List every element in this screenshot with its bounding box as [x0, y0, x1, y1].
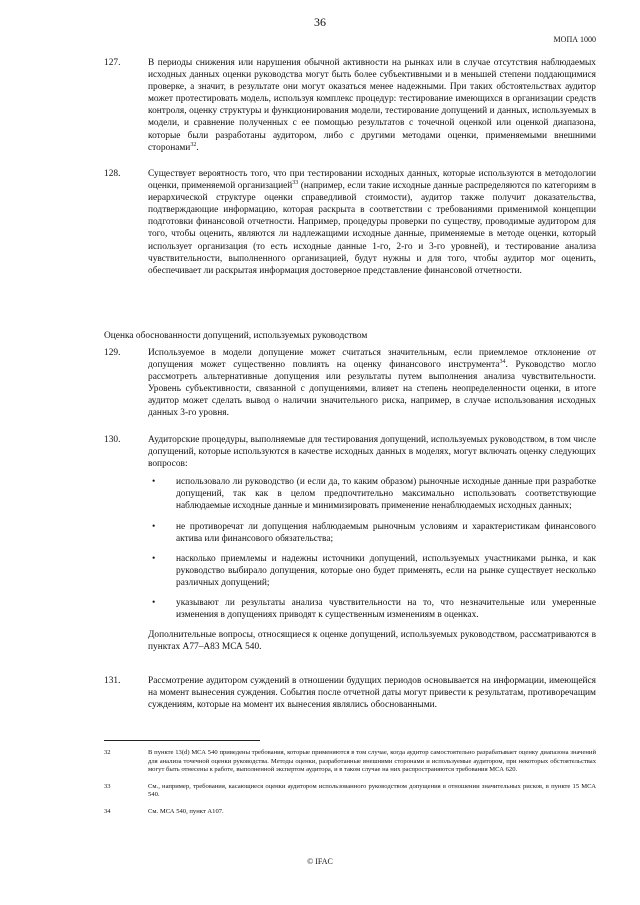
paragraph-intro: Аудиторские процедуры, выполняемые для тестирования допущений, используемых руководством, в том числе допущений, которые используются в качестве исходных данных в моделях, могут включать оценку следующих вопросов: — [148, 435, 596, 470]
page-number: 36 — [314, 15, 326, 29]
bullet-text: использовало ли руководство (и если да, то каким образом) рыночные исходные данные при разработке допущений, так как в целом предпочтительно максимально использовать соответствующие наблюдаемые исходные данные и минимизировать применение ненаблюдаемых исходных данных; — [176, 477, 596, 512]
paragraph-body — [148, 168, 596, 277]
footnote-33 — [104, 783, 596, 800]
footnote-text: См. МСА 540, пункт A107. — [148, 807, 224, 815]
bullet-icon: • — [152, 598, 156, 609]
paragraph-text-end: . — [196, 142, 199, 153]
paragraph-number: 130. — [104, 435, 121, 445]
footnote-32 — [104, 749, 596, 775]
footer-copyright: © IFAC — [307, 857, 333, 866]
bullet-list — [148, 476, 596, 621]
paragraph-body — [148, 434, 596, 653]
paragraph-text-continued: (например, если такие исходные данные распределяются по категориям в иерархической структуре оценки справедливой стоимости), аудитор также получит доказательства, подтверждающие информацию, которая раскрыта в соответствии с требованиями применимой концепции подготовки финансовой отчетности. Например, процедуры проверки по существу, проводимые аудитором для того, чтобы оценить, являются ли надлежащими исходные данные, применяемые в методе оценки, который использует организация (то есть исходные данные 1-го, 2-го и 3-го уровней), и тестирование анализа чувствительности, выполненного организацией, будут нужны и для того, чтобы аудитор мог оценить, обеспечивает ли раскрытая информация достоверное представление финансовой отчетности. — [148, 181, 597, 276]
paragraph-131 — [104, 675, 596, 711]
footnote-number: 34 — [104, 807, 111, 815]
footnote-text: В пункте 13(d) МСА 540 приведены требования, которые применяются в том случае, когда аудитор самостоятельно разрабатывает оценку диапазона значений для анализа точечной оценки руководства. Методы оценки, разработанные внешними сторонами и используемые аудитором, при некоторых обстоятельствах могут быть отнесены к работе, выполненной экспертом аудитора, и в таком случае на них распространяются требования МСА 620. — [148, 749, 596, 774]
paragraph-number: 127. — [104, 58, 121, 68]
bullet-icon: • — [152, 477, 156, 488]
bullet-text: указывают ли результаты анализа чувствительности на то, что незначительные или умеренные изменения в допущениях приводят к существенным изменениям в оценках. — [176, 598, 596, 621]
bullet-item — [148, 521, 596, 545]
section-heading: Оценка обоснованности допущений, используемых руководством — [104, 331, 368, 341]
paragraph-text: Используемое в модели допущение может считаться значительным, если приемлемое отклонение от допущения может существенно повлиять на оценку финансового инструмента — [148, 348, 596, 371]
footnotes — [104, 749, 596, 825]
footnote-number: 33 — [104, 782, 111, 790]
paragraph-number: 131. — [104, 676, 121, 686]
paragraph-128 — [104, 168, 596, 277]
footnote-ref-33[interactable]: 33 — [292, 179, 299, 186]
footnote-number: 32 — [104, 749, 111, 756]
footnote-34 — [104, 808, 596, 817]
bullet-text: не противоречат ли допущения наблюдаемым рыночным условиям и характеристикам финансового актива или финансового обязательства; — [176, 521, 596, 544]
bullet-icon: • — [152, 521, 156, 532]
paragraph-body — [148, 347, 596, 420]
paragraph-text: Существует вероятность того, что при тестировании исходных данных, которые используются в методологии оценки, применяемой организацией — [148, 169, 596, 192]
footnote-text: См., например, требования, касающиеся оценки аудитором использованного руководством допущения в отношении значительных рисков, в пункте 15 МСА 540. — [148, 782, 596, 799]
paragraph-body: Рассмотрение аудитором суждений в отношении будущих периодов основывается на информации, имеющейся на момент вынесения суждения. События после отчетной даты могут привести к результатам, противоречащим суждениям, которые на момент их вынесения являлись обоснованными. — [148, 676, 596, 711]
bullet-item — [148, 553, 596, 589]
footnote-divider — [104, 740, 260, 741]
footnote-ref-34[interactable]: 34 — [499, 358, 506, 365]
footnote-ref-32[interactable]: 32 — [190, 141, 197, 148]
paragraph-number: 128. — [104, 169, 121, 179]
paragraph-closing: Дополнительные вопросы, относящиеся к оценке допущений, используемых руководством, рассматриваются в пунктах A77–A83 МСА 540. — [148, 630, 596, 653]
document-code: МОПА 1000 — [553, 35, 596, 44]
paragraph-130 — [104, 434, 596, 653]
paragraph-text-continued: . Руководство могло рассмотреть альтернативные допущения или результаты путем выполнения анализа чувствительности. Уровень субъективности, связанной с допущениями, влияет на степень неопределенности оценки, в итоге аудитор может сделать вывод о наличии значительного риска, например, в случае использования исходных данных 3-го уровня. — [148, 360, 597, 419]
paragraph-127 — [104, 57, 596, 154]
paragraph-body — [148, 57, 596, 154]
paragraph-number: 129. — [104, 348, 121, 358]
paragraph-129 — [104, 347, 596, 420]
bullet-item — [148, 476, 596, 512]
bullet-icon: • — [152, 553, 156, 564]
bullet-text: насколько приемлемы и надежны источники допущений, используемых участниками рынка, и как руководство выбирало допущения, которые оно будет применять, если на рынке существует несколько различных допущений; — [176, 553, 596, 588]
bullet-item — [148, 597, 596, 621]
paragraph-text: В периоды снижения или нарушения обычной активности на рынках или в случае отсутствия наблюдаемых исходных данных оценки руководства могут быть более субъективными и в меньшей степени поддающимися проверке, а значит, в результате они могут оказаться менее надежными. При таких обстоятельствах аудитор может протестировать модель, используя комплекс процедур: тестирование имеющихся в организации средств контроля, оценку структуры и функционирования модели, тестирование допущений и данных, используемых в модели, и сравнение полученных с ее помощью результатов с точечной оценкой или оценкой диапазона, которые были разработаны аудитором, либо с другими методами оценки, применяемыми внешними сторонами — [148, 58, 596, 153]
